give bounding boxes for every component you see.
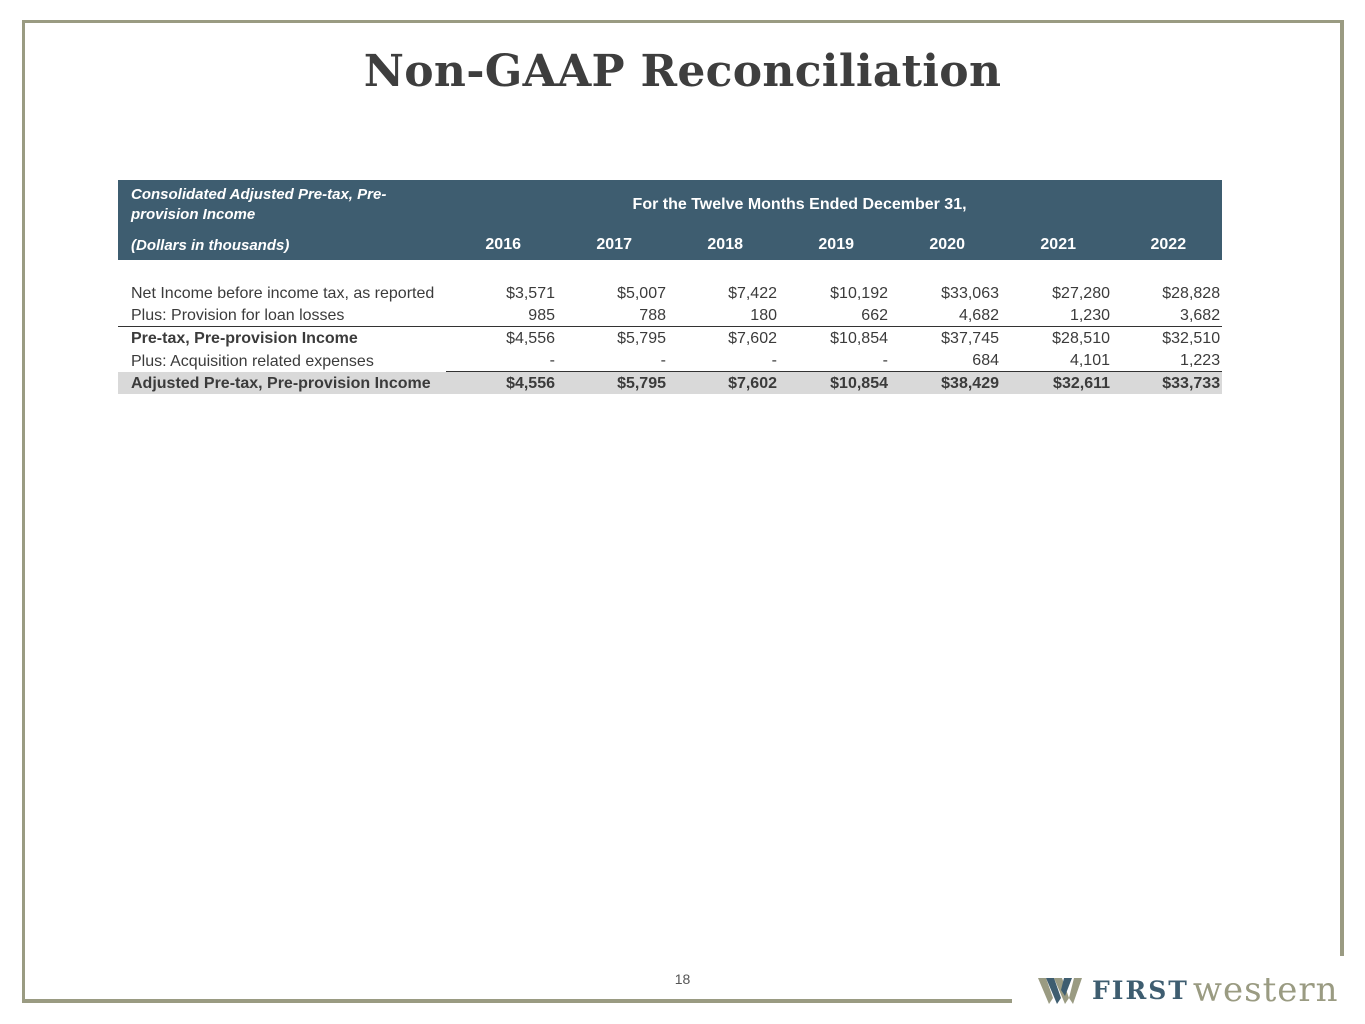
cell-value: $4,556 [446, 372, 557, 395]
cell-value: $5,795 [557, 372, 668, 395]
units-label: (Dollars in thousands) [118, 230, 446, 260]
cell-value: 1,230 [1069, 307, 1110, 324]
w-mark-icon [1036, 974, 1084, 1006]
cell-value: 3,682 [1180, 307, 1221, 324]
cell-value: $38,429 [890, 372, 1001, 395]
table-row-adjusted-total [118, 372, 1222, 395]
page-number: 18 [674, 971, 691, 987]
frame-top-border [22, 20, 1344, 23]
reconciliation-table [118, 180, 1222, 394]
cell-value: 180 [750, 307, 777, 324]
cell-value: 1,223 [1180, 352, 1221, 369]
cell-value: $32,510 [1112, 327, 1222, 350]
cell-value: $28,510 [1001, 327, 1112, 350]
period-header: For the Twelve Months Ended December 31, [446, 180, 1222, 230]
frame-right-border [1340, 20, 1344, 956]
year-header: 2019 [779, 230, 890, 260]
cell-value: $10,854 [779, 327, 890, 350]
cell-value: 4,682 [958, 307, 999, 324]
cell-value: $27,280 [1052, 285, 1110, 302]
cell-value: 985 [528, 307, 555, 324]
cell-value: $7,602 [668, 327, 779, 350]
table-row-net-income [118, 260, 1222, 304]
cell-value: $10,192 [830, 285, 888, 302]
table-title: Consolidated Adjusted Pre-tax, Pre-provision Income [118, 180, 446, 230]
cell-value: $10,854 [779, 372, 890, 395]
page-title: Non-GAAP Reconciliation [363, 46, 1002, 97]
row-label: Pre-tax, Pre-provision Income [118, 327, 446, 350]
cell-value: 684 [972, 352, 999, 369]
logo-word-first: FIRST [1092, 975, 1189, 1005]
cell-value: - [771, 352, 777, 369]
row-label: Plus: Acquisition related expenses [131, 352, 374, 370]
cell-value: $32,611 [1001, 372, 1112, 395]
table-row-pretax-preprovision [118, 327, 1222, 350]
company-logo [1036, 970, 1339, 1010]
year-header: 2021 [1001, 230, 1112, 260]
cell-value: $5,007 [617, 285, 666, 302]
logo-word-western: western [1192, 970, 1339, 1010]
row-label: Plus: Provision for loan losses [131, 307, 345, 324]
table-subheader-row [118, 230, 1222, 260]
year-header: 2016 [446, 230, 557, 260]
cell-value: 662 [861, 307, 888, 324]
cell-value: $7,602 [668, 372, 779, 395]
table-header-row [118, 180, 1222, 230]
cell-value: - [549, 352, 555, 369]
cell-value: $3,571 [506, 285, 555, 302]
cell-value: $37,745 [890, 327, 1001, 350]
frame-left-border [22, 20, 25, 1003]
cell-value: $7,422 [728, 285, 777, 302]
year-header: 2022 [1112, 230, 1222, 260]
cell-value: 788 [639, 307, 666, 324]
cell-value: $33,063 [941, 285, 999, 302]
year-header: 2020 [890, 230, 1001, 260]
cell-value: $4,556 [446, 327, 557, 350]
frame-bottom-border [22, 999, 1012, 1003]
cell-value: - [660, 352, 666, 369]
cell-value: - [882, 352, 888, 369]
table-row-acquisition [118, 349, 1222, 372]
cell-value: 4,101 [1069, 352, 1110, 369]
cell-value: $28,828 [1162, 285, 1221, 302]
cell-value: $5,795 [557, 327, 668, 350]
year-header: 2018 [668, 230, 779, 260]
row-label: Adjusted Pre-tax, Pre-provision Income [118, 372, 446, 395]
cell-value: $33,733 [1112, 372, 1222, 395]
year-header: 2017 [557, 230, 668, 260]
row-label: Net Income before income tax, as reported [131, 285, 435, 302]
table-row-provision [118, 304, 1222, 327]
